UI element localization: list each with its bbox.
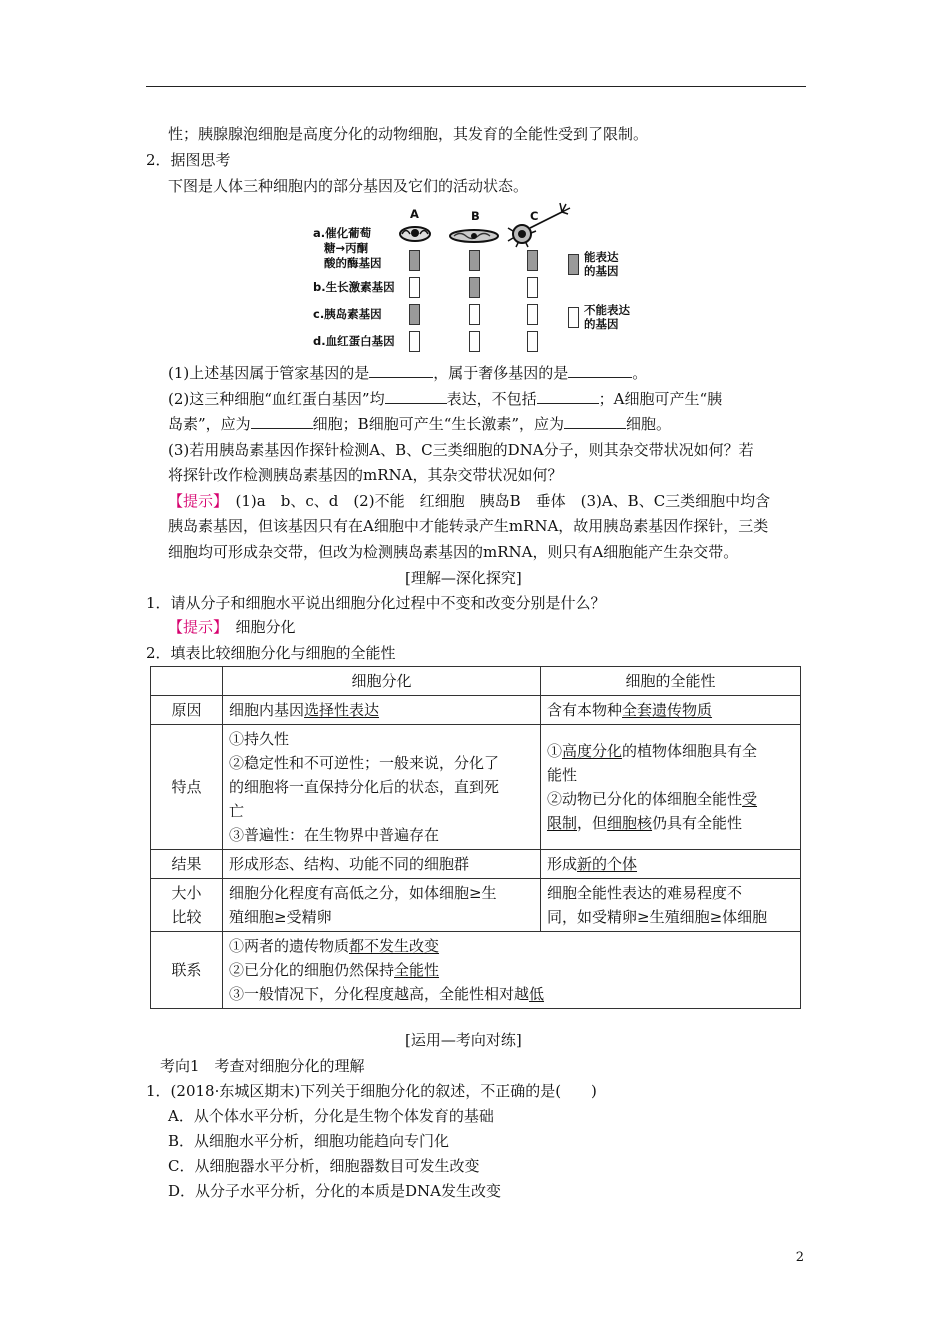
gene-box-expressed [469,250,480,271]
table-header-cell [151,667,223,696]
header-rule [146,86,806,87]
row-label: 原因 [151,696,223,725]
option-b[interactable]: B．从细胞水平分析，细胞功能趋向专门化 [168,1132,450,1150]
table-header-cell: 细胞分化 [223,667,541,696]
gene-box-not-expressed [409,277,420,298]
gene-box-not-expressed [469,304,480,325]
gene-box-expressed [409,304,420,325]
gene-label-a2: 糖→丙酮 [324,241,369,255]
table-cell: 细胞内基因选择性表达 [223,696,541,725]
table-row [151,725,801,850]
hint-label: 【提示】 [168,618,221,636]
gene-label-a3: 酸的酶基因 [324,256,382,270]
column-label-b: B [471,209,480,223]
blank[interactable] [385,389,447,404]
hint-line-3: 细胞均可形成杂交带，但改为检测胰岛素基因的mRNA，则只有A细胞能产生杂交带。 [168,543,739,561]
gene-box-not-expressed [469,331,480,352]
legend-on-swatch [568,254,579,275]
row-label: 结果 [151,850,223,879]
question-3-line-2: 将探针改作检测胰岛素基因的mRNA，其杂交带状况如何？ [168,466,563,484]
table-cell: ①高度分化的植物体细胞具有全 能性 ②动物已分化的体细胞全能性受 限制，但细胞核仍具有全能性 [541,725,801,850]
gene-label-a1: a.催化葡萄 [313,226,372,240]
blank[interactable] [537,389,599,404]
legend-on-label-1: 能表达 [584,250,619,264]
gene-box-expressed [527,250,538,271]
hint-line-2: 胰岛素基因，但该基因只有在A细胞中才能转录产生mRNA，故用胰岛素基因作探针，三类 [168,517,769,535]
cell-b-icon [450,230,498,242]
hint-label: 【提示】 [168,492,221,510]
exam-direction: 考向1 考查对细胞分化的理解 [160,1057,365,1075]
table-cell: ①持久性 ②稳定性和不可逆性；一般来说，分化了 的细胞将一直保持分化后的状态，直到死 亡 ③普遍性：在生物界中普遍存在 [223,725,541,850]
option-c[interactable]: C．从细胞器水平分析，细胞器数目可发生改变 [168,1157,480,1175]
explore-hint: 【提示】 细胞分化 [168,618,296,636]
option-a[interactable]: A．从个体水平分析，分化是生物个体发育的基础 [168,1107,494,1125]
gene-box-expressed [469,277,480,298]
legend-off-swatch [568,307,579,328]
table-header-row [151,667,801,696]
question-2-line-1: (2)这三种细胞“血红蛋白基因”均 表达，不包括 ；A细胞可产生“胰 [168,390,723,408]
intro-line: 性；胰腺腺泡细胞是高度分化的动物细胞，其发育的全能性受到了限制。 [168,125,649,143]
table-row [151,850,801,879]
gene-box-not-expressed [409,331,420,352]
blank[interactable] [564,414,626,429]
table-cell: 细胞全能性表达的难易程度不 同，如受精卵≥生殖细胞≥体细胞 [541,879,801,932]
gene-label-d: d.血红蛋白基因 [313,334,395,348]
blank[interactable] [251,414,313,429]
row-label: 大小 比较 [151,879,223,932]
explore-question-1: 1．请从分子和细胞水平说出细胞分化过程中不变和改变分别是什么？ [146,594,606,612]
gene-box-expressed [409,250,420,271]
blank[interactable] [369,363,433,378]
table-cell: ①两者的遗传物质都不发生改变 ②已分化的细胞仍然保持全能性 ③一般情况下，分化程度越高，全能性相对越低 [223,932,801,1009]
question-1: (1)上述基因属于管家基因的是 ，属于奢侈基因的是 。 [168,364,648,382]
hint-line-1: 【提示】 (1)a b、c、d (2)不能 红细胞 胰岛B 垂体 (3)A、B、C三类细胞中均含 [168,492,771,510]
page-number: 2 [795,1250,804,1265]
legend-on-label-2: 的基因 [584,264,619,278]
item2-desc: 下图是人体三种细胞内的部分基因及它们的活动状态。 [168,177,529,195]
comparison-table [150,666,801,1009]
question-3-line-1: (3)若用胰岛素基因作探针检测A、B、C三类细胞的DNA分子，则其杂交带状况如何？若 [168,441,754,459]
gene-box-not-expressed [527,331,538,352]
row-label: 特点 [151,725,223,850]
section-understand: [理解—深化探究] [405,569,522,587]
row-label: 联系 [151,932,223,1009]
table-cell: 含有本物种全套遗传物质 [541,696,801,725]
section-apply: [运用—考向对练] [405,1031,522,1049]
table-row [151,932,801,1009]
legend-off-label-2: 的基因 [584,317,619,331]
table-row [151,879,801,932]
blank[interactable] [568,363,632,378]
option-d[interactable]: D．从分子水平分析，分化的本质是DNA发生改变 [168,1182,502,1200]
cell-drawings [390,200,590,248]
table-row [151,696,801,725]
column-label-c: C [530,209,539,223]
gene-box-not-expressed [527,304,538,325]
cell-a-icon [400,227,430,241]
table-cell: 形成新的个体 [541,850,801,879]
column-label-a: A [410,207,419,221]
table-header-cell: 细胞的全能性 [541,667,801,696]
table-cell: 细胞分化程度有高低之分，如体细胞≥生 殖细胞≥受精卵 [223,879,541,932]
gene-label-b: b.生长激素基因 [313,280,395,294]
gene-label-c: c.胰岛素基因 [313,307,382,321]
exam-question-1: 1．(2018·东城区期末)下列关于细胞分化的叙述，不正确的是( ) [146,1082,597,1100]
explore-question-2: 2．填表比较细胞分化与细胞的全能性 [146,644,396,662]
table-cell: 形成形态、结构、功能不同的细胞群 [223,850,541,879]
gene-box-not-expressed [527,277,538,298]
cell-c-icon [508,203,570,247]
legend-off-label-1: 不能表达 [584,303,630,317]
item2-title: 2．据图思考 [146,151,231,169]
question-2-line-2: 岛素”，应为 细胞；B细胞可产生“生长激素”，应为 细胞。 [168,415,672,433]
